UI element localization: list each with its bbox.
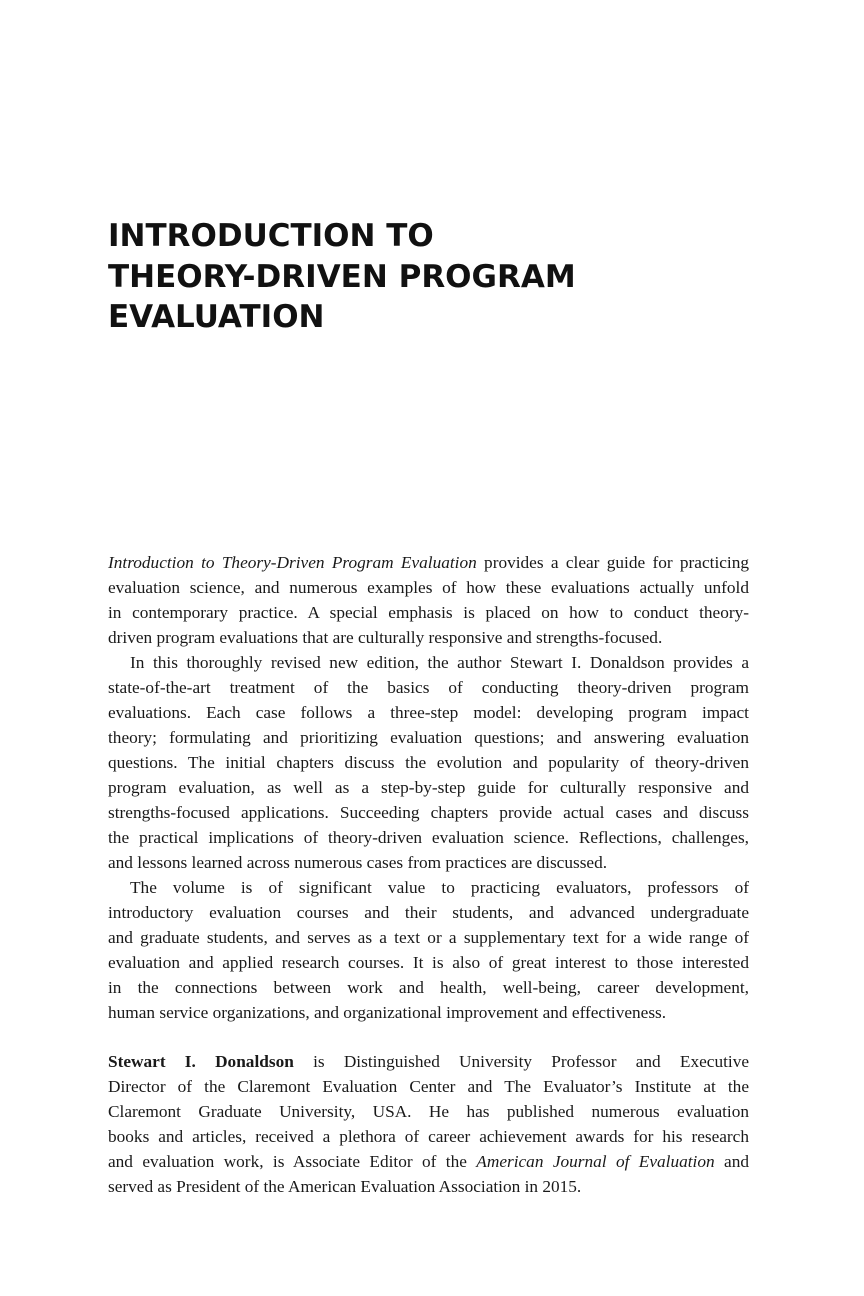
description-line — [108, 1000, 749, 1025]
description-line — [108, 625, 749, 650]
text-segment: The volume is of significant value to practicing evaluators, professors of — [130, 878, 749, 897]
text-segment: provides a clear guide for practicing — [476, 553, 750, 572]
text-segment: and lessons learned across numerous cases from practices are discussed. — [108, 853, 608, 872]
text-segment: evaluations. Each case follows a three-step model: developing program impact — [108, 703, 749, 722]
text-segment: in the connections between work and health, well-being, career development, — [108, 978, 749, 997]
description-line — [108, 600, 749, 625]
bio-line — [108, 1174, 749, 1199]
text-segment: Director of the Claremont Evaluation Center and The Evaluator’s Institute at the — [108, 1077, 749, 1096]
text-segment: and — [714, 1152, 749, 1171]
description-line — [108, 900, 749, 925]
title-line: EVALUATION — [108, 299, 325, 335]
text-segment: books and articles, received a plethora of career achievement awards for his research — [108, 1127, 749, 1146]
title-line: INTRODUCTION TO — [108, 218, 434, 254]
text-segment: served as President of the American Evaluation Association in 2015. — [108, 1177, 582, 1196]
text-segment: evaluation and applied research courses. It is also of great interest to those interested — [108, 953, 749, 972]
author-bio — [108, 1049, 749, 1199]
description-line — [108, 925, 749, 950]
description-line — [108, 550, 749, 575]
book-title — [108, 216, 576, 338]
title-line: THEORY-DRIVEN PROGRAM — [108, 258, 576, 295]
author-name: Stewart I. Donaldson — [108, 1052, 294, 1071]
text-segment: and graduate students, and serves as a text or a supplementary text for a wide range of — [108, 928, 749, 947]
bio-line — [108, 1124, 749, 1149]
text-segment: is Distinguished University Professor and Executive — [293, 1052, 750, 1071]
description-line — [108, 725, 749, 750]
description-line — [108, 675, 749, 700]
text-segment: program evaluation, as well as a step-by-step guide for culturally responsive and — [108, 778, 749, 797]
italic-title-text: American Journal of Evaluation — [476, 1152, 715, 1171]
italic-title-text: Introduction to Theory-Driven Program Evaluation — [108, 553, 477, 572]
description-line — [108, 950, 749, 975]
text-segment: state-of-the-art treatment of the basics of conducting theory-driven program — [108, 678, 749, 697]
description-line — [108, 700, 749, 725]
description-line — [108, 800, 749, 825]
text-segment: and evaluation work, is Associate Editor of the — [108, 1152, 477, 1171]
description-line — [108, 650, 749, 675]
description-line — [108, 975, 749, 1000]
text-segment: the practical implications of theory-driven evaluation science. Reflections, challenges, — [108, 828, 749, 847]
text-segment: driven program evaluations that are culturally responsive and strengths-focused. — [108, 628, 663, 647]
description-line — [108, 825, 749, 850]
description-line — [108, 750, 749, 775]
text-segment: theory; formulating and prioritizing evaluation questions; and answering evaluation — [108, 728, 749, 747]
description-line — [108, 775, 749, 800]
bio-line — [108, 1149, 749, 1174]
text-segment: questions. The initial chapters discuss the evolution and popularity of theory-driven — [108, 753, 749, 772]
book-description — [108, 550, 749, 1025]
text-segment: introductory evaluation courses and their students, and advanced undergraduate — [108, 903, 749, 922]
text-segment: strengths-focused applications. Succeeding chapters provide actual cases and discuss — [108, 803, 749, 822]
text-segment: In this thoroughly revised new edition, the author Stewart I. Donaldson provides a — [130, 653, 749, 672]
bio-line — [108, 1049, 749, 1074]
text-segment: Claremont Graduate University, USA. He has published numerous evaluation — [108, 1102, 749, 1121]
bio-line — [108, 1074, 749, 1099]
text-segment: human service organizations, and organizational improvement and effectiveness. — [108, 1003, 667, 1022]
description-line — [108, 850, 749, 875]
description-line — [108, 875, 749, 900]
text-segment: in contemporary practice. A special emphasis is placed on how to conduct theory- — [108, 603, 749, 622]
bio-line — [108, 1099, 749, 1124]
description-line — [108, 575, 749, 600]
text-segment: evaluation science, and numerous examples of how these evaluations actually unfold — [108, 578, 749, 597]
